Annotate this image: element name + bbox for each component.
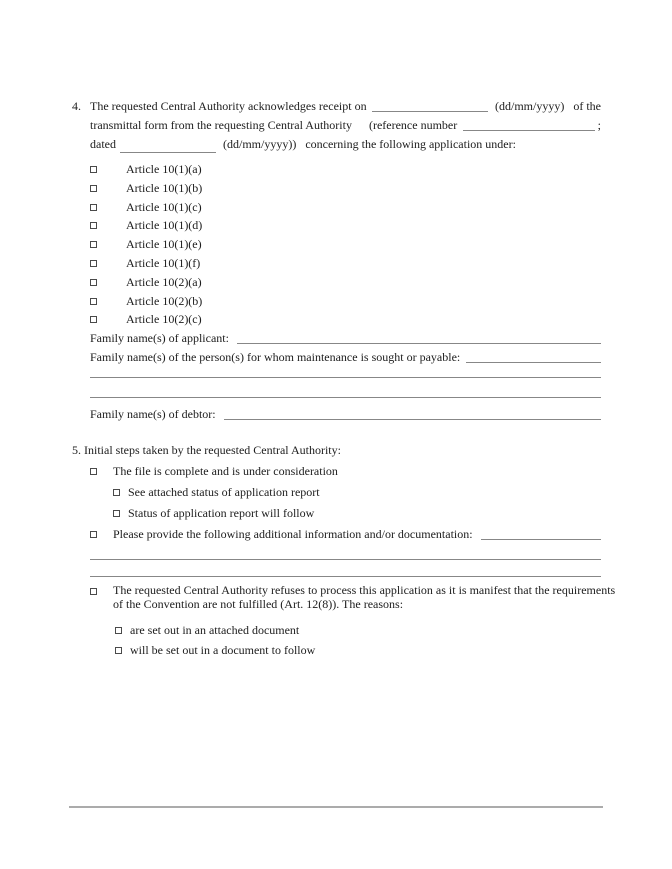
article-10-2-b-label: Article 10(2)(b) <box>126 293 203 308</box>
article-10-2-c-checkbox[interactable] <box>90 316 97 323</box>
reference-number-label: (reference number <box>368 118 458 132</box>
article-10-1-b-label: Article 10(1)(b) <box>126 180 203 195</box>
article-10-1-e-label: Article 10(1)(e) <box>126 237 202 252</box>
reference-number-field[interactable] <box>463 130 594 131</box>
refuses-text-line2: of the Convention are not fulfilled (Art. 12(8)). The reasons: <box>113 596 404 611</box>
item4-line3-tail: concerning the following application under: <box>305 137 516 151</box>
article-10-2-a-checkbox[interactable] <box>90 279 97 286</box>
article-10-1-b-checkbox[interactable] <box>90 185 97 192</box>
please-provide-checkbox[interactable] <box>90 531 97 538</box>
please-provide-label: Please provide the following additional information and/or documentation: <box>113 527 473 542</box>
refuses-text-line1: The requested Central Authority refuses to process this application as it is manifest that the requirements <box>113 583 616 598</box>
set-out-attached-label: are set out in an attached document <box>130 623 300 638</box>
set-out-attached-checkbox[interactable] <box>115 627 122 634</box>
set-out-attached-row <box>72 621 601 640</box>
person-name-field[interactable] <box>466 362 601 363</box>
person-name-continuation-line-1[interactable] <box>90 377 601 378</box>
person-name-label: Family name(s) of the person(s) for whom maintenance is sought or payable: <box>90 350 461 365</box>
article-10-2-c-row <box>72 310 601 329</box>
see-attached-row <box>72 483 601 502</box>
applicant-name-field[interactable] <box>237 343 601 344</box>
file-complete-label: The file is complete and is under consideration <box>113 464 338 479</box>
debtor-name-field[interactable] <box>224 419 601 420</box>
dated-field[interactable] <box>120 152 216 153</box>
article-10-1-d-checkbox[interactable] <box>90 222 97 229</box>
article-10-1-f-row <box>72 254 601 273</box>
status-follow-label: Status of application report will follow <box>128 506 315 521</box>
receipt-date-field[interactable] <box>372 111 488 112</box>
article-10-1-c-checkbox[interactable] <box>90 204 97 211</box>
article-10-1-f-checkbox[interactable] <box>90 260 97 267</box>
item5-heading-text: 5. Initial steps taken by the requested Central Authority: <box>72 443 341 458</box>
see-attached-checkbox[interactable] <box>113 489 120 496</box>
item4-line1-text: The requested Central Authority acknowledges receipt on <box>90 99 367 113</box>
article-10-1-c-label: Article 10(1)(c) <box>126 199 202 214</box>
item4-line2-text: transmittal form from the requesting Central Authority <box>90 118 352 132</box>
item4-number: 4. <box>72 99 81 113</box>
item4-line1 <box>72 97 601 116</box>
set-out-follow-row <box>72 641 601 660</box>
article-10-2-c-label: Article 10(2)(c) <box>126 312 202 327</box>
additional-info-continuation-line-2[interactable] <box>90 576 601 577</box>
article-10-1-d-label: Article 10(1)(d) <box>126 218 203 233</box>
article-10-1-a-row <box>72 160 601 179</box>
additional-info-continuation-line-1[interactable] <box>90 559 601 560</box>
see-attached-label: See attached status of application report <box>128 485 320 500</box>
refuses-row <box>72 583 616 611</box>
item5-heading <box>72 441 601 460</box>
dated-label: dated <box>90 137 116 151</box>
article-10-1-c-row <box>72 198 601 217</box>
article-10-1-a-checkbox[interactable] <box>90 166 97 173</box>
footer-divider <box>69 806 603 808</box>
debtor-name-label: Family name(s) of debtor: <box>90 407 216 422</box>
receipt-date-format-hint: (dd/mm/yyyy) <box>495 99 565 113</box>
additional-info-field[interactable] <box>481 539 601 540</box>
file-complete-checkbox[interactable] <box>90 468 97 475</box>
file-complete-row <box>72 462 601 481</box>
debtor-name-row <box>72 405 601 424</box>
article-10-2-b-row <box>72 292 601 311</box>
set-out-follow-checkbox[interactable] <box>115 647 122 654</box>
article-10-1-a-label: Article 10(1)(a) <box>126 162 202 176</box>
set-out-follow-label: will be set out in a document to follow <box>130 643 316 658</box>
refuses-text <box>113 584 615 611</box>
article-10-2-b-checkbox[interactable] <box>90 298 97 305</box>
item4-line1-tail: of the <box>573 99 601 113</box>
person-name-row <box>72 348 601 367</box>
article-10-2-a-label: Article 10(2)(a) <box>126 274 202 289</box>
item4-line2 <box>72 116 601 135</box>
refuses-checkbox[interactable] <box>90 588 97 595</box>
article-checkbox-list <box>72 160 601 329</box>
applicant-name-row <box>72 329 601 348</box>
status-follow-row <box>72 504 601 523</box>
article-10-1-e-row <box>72 235 601 254</box>
article-10-1-d-row <box>72 216 601 235</box>
please-provide-row <box>72 525 601 544</box>
person-name-continuation-line-2[interactable] <box>90 397 601 398</box>
item4-line2-tail: ; <box>597 118 601 132</box>
status-follow-checkbox[interactable] <box>113 510 120 517</box>
item4-line3 <box>72 135 601 154</box>
article-10-1-b-row <box>72 179 601 198</box>
article-10-2-a-row <box>72 273 601 292</box>
dated-format-hint: (dd/mm/yyyy)) <box>223 137 297 151</box>
applicant-name-label: Family name(s) of applicant: <box>90 331 229 346</box>
article-10-1-e-checkbox[interactable] <box>90 241 97 248</box>
article-10-1-f-label: Article 10(1)(f) <box>126 255 201 270</box>
